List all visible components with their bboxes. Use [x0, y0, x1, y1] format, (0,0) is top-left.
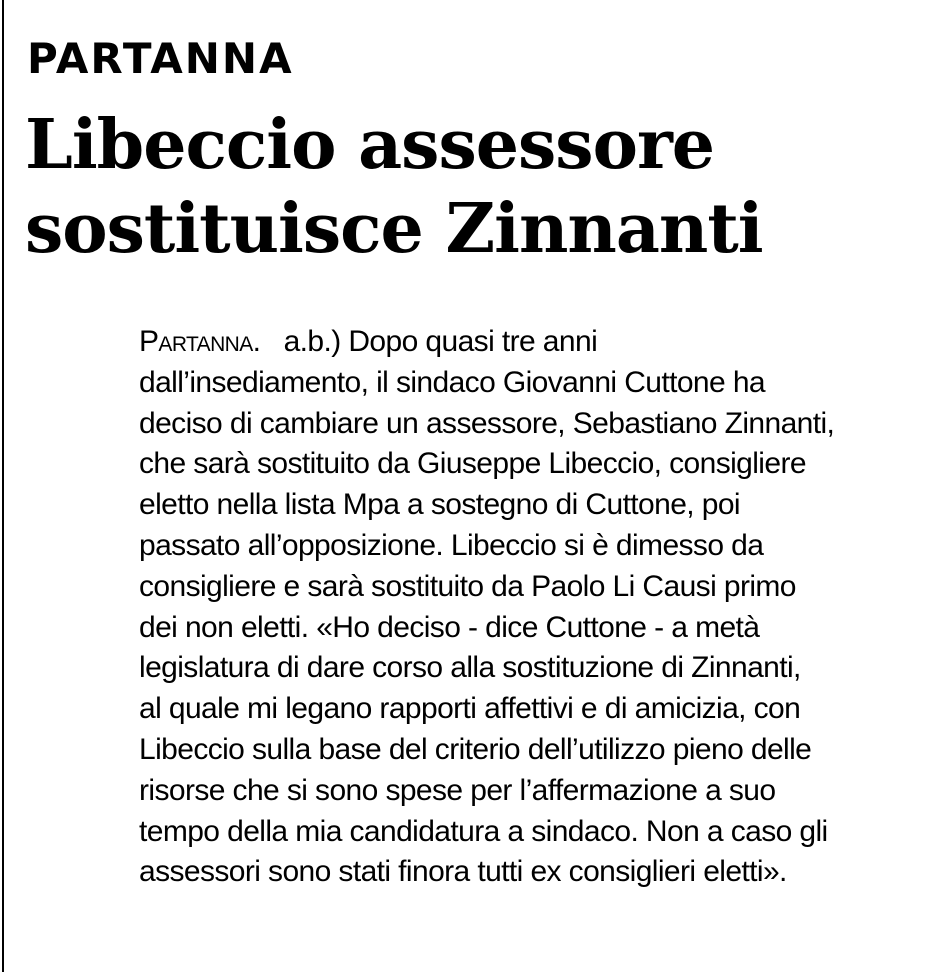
- body-line: eletto nella lista Mpa a sostegno di Cuttone, poi: [139, 488, 740, 522]
- body-line: consigliere e sarà sostituito da Paolo Li Causi primo: [139, 569, 796, 603]
- body-line: al quale mi legano rapporti affettivi e di amicizia, con: [139, 692, 801, 726]
- headline-line: Libeccio assessore: [25, 105, 715, 185]
- body-line: dei non eletti. «Ho deciso - dice Cuttone - a metà: [139, 610, 760, 644]
- dateline-separator: .: [252, 325, 261, 358]
- body-line: legislatura di dare corso alla sostituzione di Zinnanti,: [139, 651, 801, 685]
- body-first-line-text: a.b.) Dopo quasi tre anni: [283, 325, 598, 358]
- section-kicker: PARTANNA: [27, 34, 294, 83]
- body-line: tempo della mia candidatura a sindaco. Non a caso gli: [139, 814, 828, 848]
- body-line: Libeccio sulla base del criterio dell’utilizzo pieno delle: [139, 732, 812, 766]
- body-line: dall’insediamento, il sindaco Giovanni Cuttone ha: [139, 365, 766, 399]
- article-body: [139, 322, 924, 893]
- body-line: passato all’opposizione. Libeccio si è dimesso da: [139, 528, 764, 562]
- left-border-rule: [2, 0, 4, 972]
- body-line: deciso di cambiare un assessore, Sebastiano Zinnanti,: [139, 406, 835, 440]
- body-line: che sarà sostituito da Giuseppe Libeccio, consigliere: [139, 447, 806, 481]
- body-line: risorse che si sono spese per l’affermazione a suo: [139, 773, 776, 807]
- dateline: Partanna: [139, 325, 253, 358]
- body-line: assessori sono stati finora tutti ex consiglieri eletti».: [139, 855, 787, 889]
- body-first-line: [139, 322, 924, 363]
- headline: [25, 103, 920, 271]
- headline-line: sostituisce Zinnanti: [25, 189, 763, 269]
